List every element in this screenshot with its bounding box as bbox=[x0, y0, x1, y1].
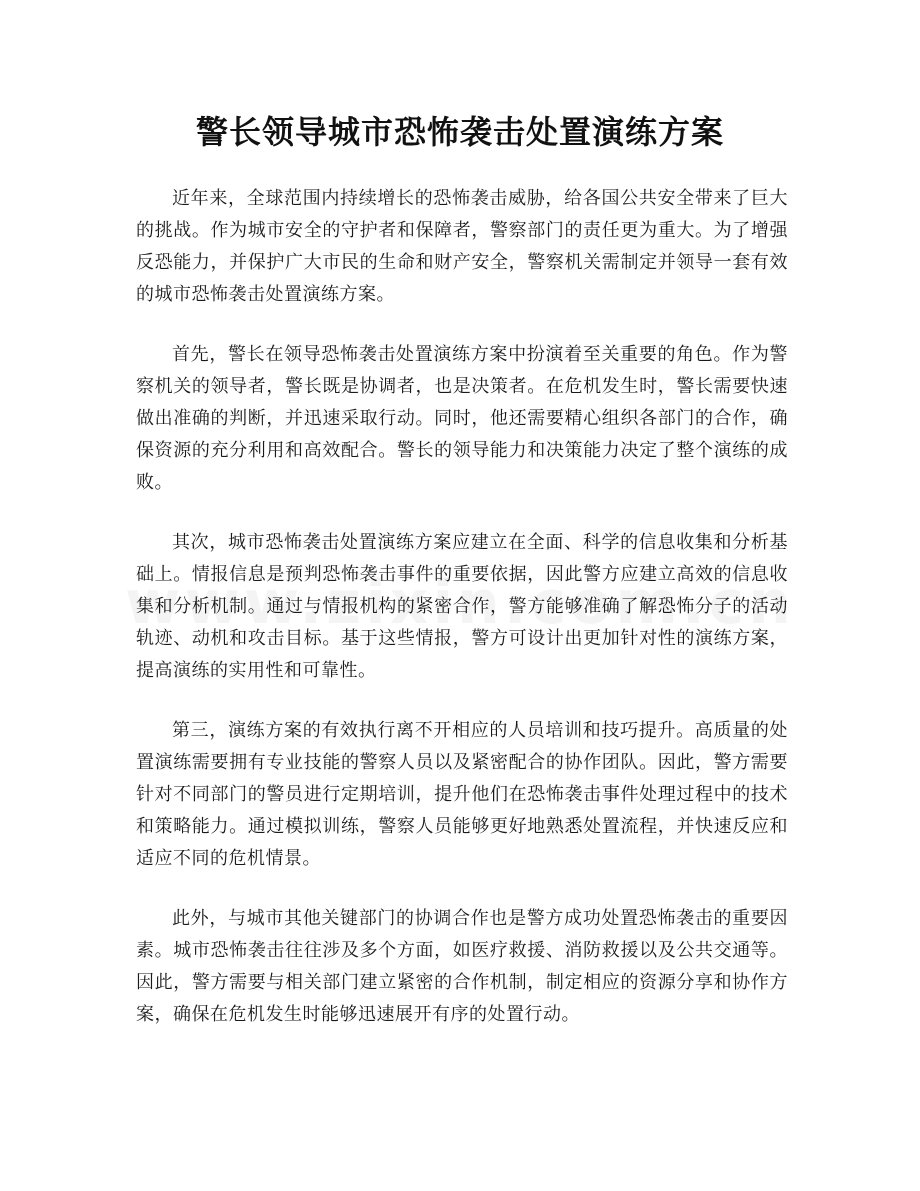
document-title: 警长领导城市恐怖袭击处置演练方案 bbox=[195, 113, 724, 151]
paragraph-2: 首先，警长在领导恐怖袭击处置演练方案中扮演着至关重要的角色。作为警察机关的领导者，警长既是协调者，也是决策者。在危机发生时，警长需要快速做出准确的判断，并迅速采取行动。同时，他还需要精心组织各部门的合作，确保资源的充分利用和高效配合。警长的领导能力和决策能力决定了整个演练的成败。 bbox=[136, 344, 788, 493]
document-body bbox=[136, 183, 788, 1059]
paragraph-3: 其次，城市恐怖袭击处置演练方案应建立在全面、科学的信息收集和分析基础上。情报信息是预判恐怖袭击事件的重要依据，因此警方应建立高效的信息收集和分析机制。通过与情报机构的紧密合作，警方能够准确了解恐怖分子的活动轨迹、动机和攻击目标。基于这些情报，警方可设计出更加针对性的演练方案，提高演练的实用性和可靠性。 bbox=[136, 532, 788, 681]
paragraph-5: 此外，与城市其他关键部门的协调合作也是警方成功处置恐怖袭击的重要因素。城市恐怖袭击往往涉及多个方面，如医疗救援、消防救援以及公共交通等。因此，警方需要与相关部门建立紧密的合作机制，制定相应的资源分享和协作方案，确保在危机发生时能够迅速展开有序的处置行动。 bbox=[136, 908, 788, 1025]
paragraph-1: 近年来，全球范围内持续增长的恐怖袭击威胁，给各国公共安全带来了巨大的挑战。作为城市安全的守护者和保障者，警察部门的责任更为重大。为了增强反恐能力，并保护广大市民的生命和财产安全，警察机关需制定并领导一套有效的城市恐怖袭击处置演练方案。 bbox=[136, 188, 788, 305]
paragraph-4: 第三，演练方案的有效执行离不开相应的人员培训和技巧提升。高质量的处置演练需要拥有专业技能的警察人员以及紧密配合的协作团队。因此，警方需要针对不同部门的警员进行定期培训，提升他们在恐怖袭击事件处理过程中的技术和策略能力。通过模拟训练，警察人员能够更好地熟悉处置流程，并快速反应和适应不同的危机情景。 bbox=[136, 720, 788, 869]
